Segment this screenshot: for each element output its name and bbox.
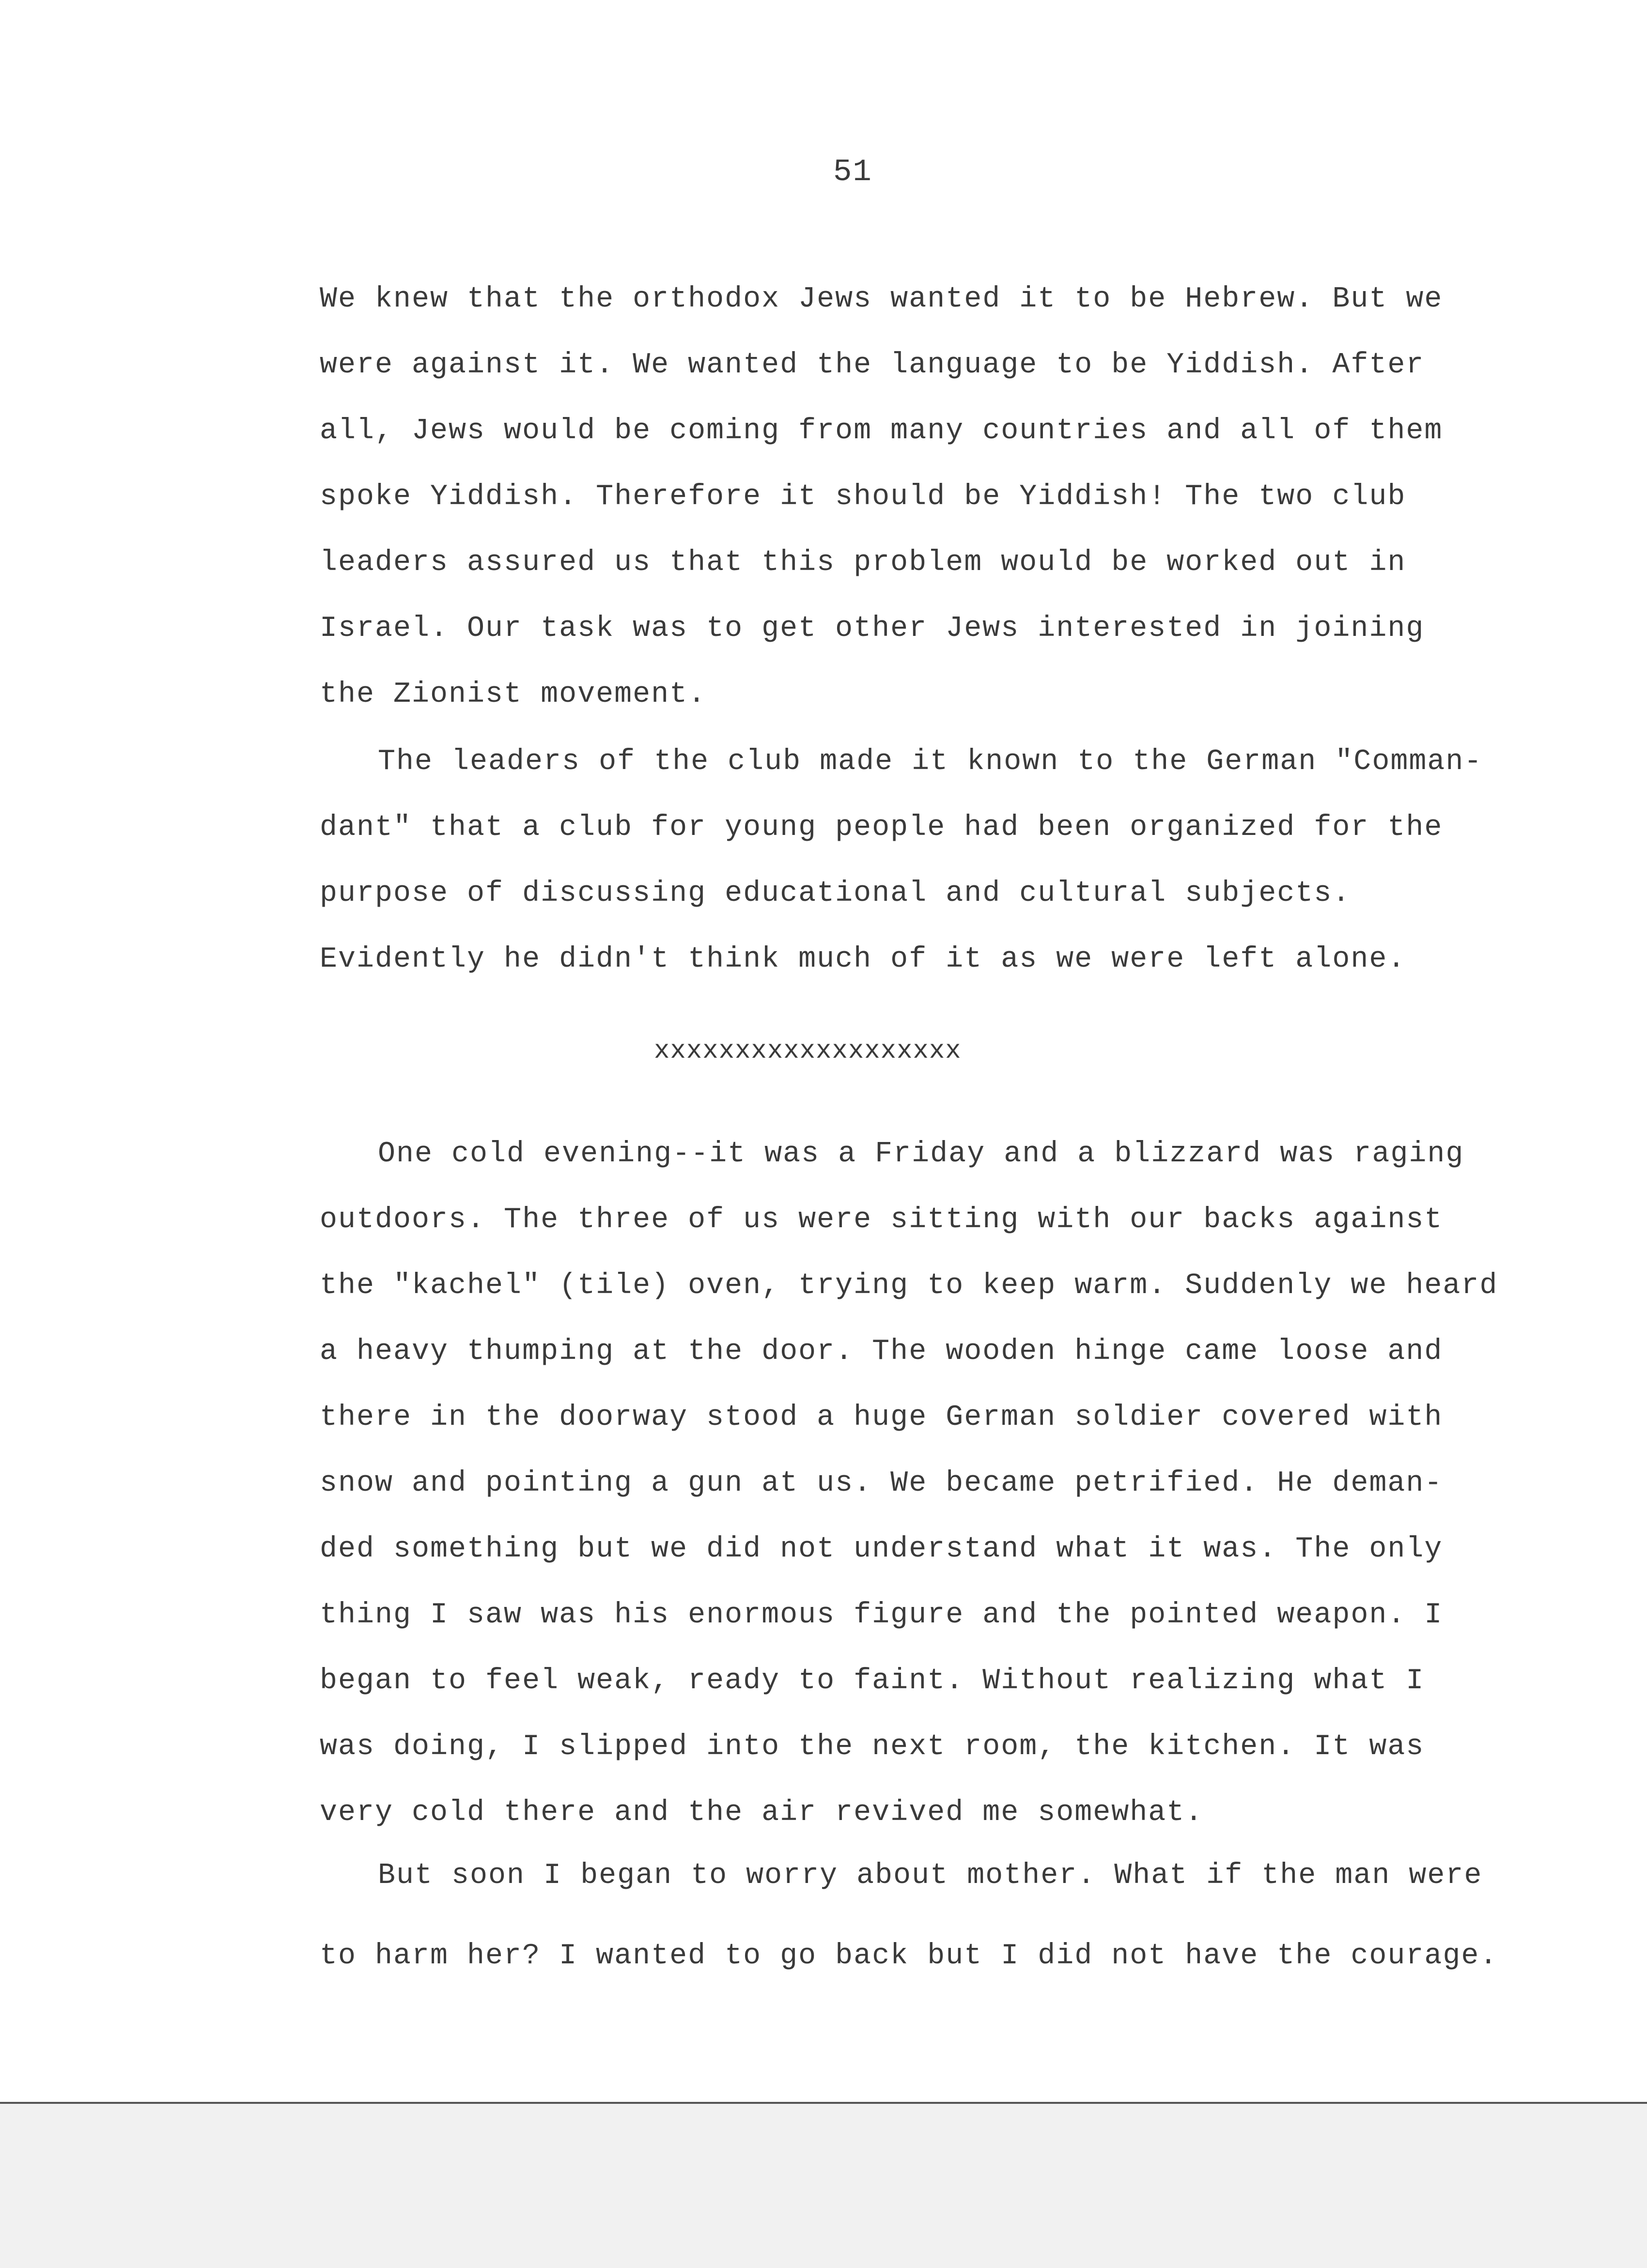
text-line: spoke Yiddish. Therefore it should be Yiddish! The two club	[320, 480, 1406, 513]
paragraph-1	[320, 266, 1560, 727]
paragraph-2	[320, 729, 1560, 992]
text-line: were against it. We wanted the language to be Yiddish. After	[320, 349, 1425, 382]
text-line: The leaders of the club made it known to the German "Comman-	[378, 745, 1483, 778]
text-line: to harm her? I wanted to go back but I did not have the courage.	[320, 1940, 1498, 1973]
text-line: there in the doorway stood a huge German soldier covered with	[320, 1401, 1443, 1434]
text-line: the "kachel" (tile) oven, trying to keep warm. Suddenly we heard	[320, 1269, 1498, 1302]
paragraph-3	[320, 1121, 1560, 1846]
text-line: leaders assured us that this problem would be worked out in	[320, 546, 1406, 579]
text-line: dant" that a club for young people had been organized for the	[320, 811, 1443, 844]
text-line: thing I saw was his enormous figure and the pointed weapon. I	[320, 1599, 1443, 1632]
page-number: 51	[833, 155, 872, 190]
text-line: a heavy thumping at the door. The wooden hinge came loose and	[320, 1335, 1443, 1368]
page-bottom-edge	[0, 2102, 1647, 2268]
text-line: outdoors. The three of us were sitting with our backs against	[320, 1203, 1443, 1236]
text-line: ded something but we did not understand what it was. The only	[320, 1533, 1443, 1566]
text-line: Israel. Our task was to get other Jews interested in joining	[320, 612, 1425, 645]
text-line: We knew that the orthodox Jews wanted it to be Hebrew. But we	[320, 283, 1443, 316]
text-line: purpose of discussing educational and cultural subjects.	[320, 877, 1351, 910]
text-line: One cold evening--it was a Friday and a blizzard was raging	[378, 1138, 1464, 1171]
text-line: was doing, I slipped into the next room, the kitchen. It was	[320, 1730, 1425, 1763]
section-separator: xxxxxxxxxxxxxxxxxxx	[654, 1036, 962, 1066]
text-line: But soon I began to worry about mother. What if the man were	[378, 1859, 1483, 1892]
text-line: all, Jews would be coming from many countries and all of them	[320, 415, 1443, 447]
text-line: Evidently he didn't think much of it as we were left alone.	[320, 943, 1406, 976]
paragraph-4	[320, 1843, 1560, 1989]
text-line: the Zionist movement.	[320, 678, 707, 711]
text-line: snow and pointing a gun at us. We became petrified. He deman-	[320, 1467, 1443, 1500]
text-line: very cold there and the air revived me somewhat.	[320, 1796, 1204, 1829]
text-line: began to feel weak, ready to faint. Without realizing what I	[320, 1665, 1425, 1697]
